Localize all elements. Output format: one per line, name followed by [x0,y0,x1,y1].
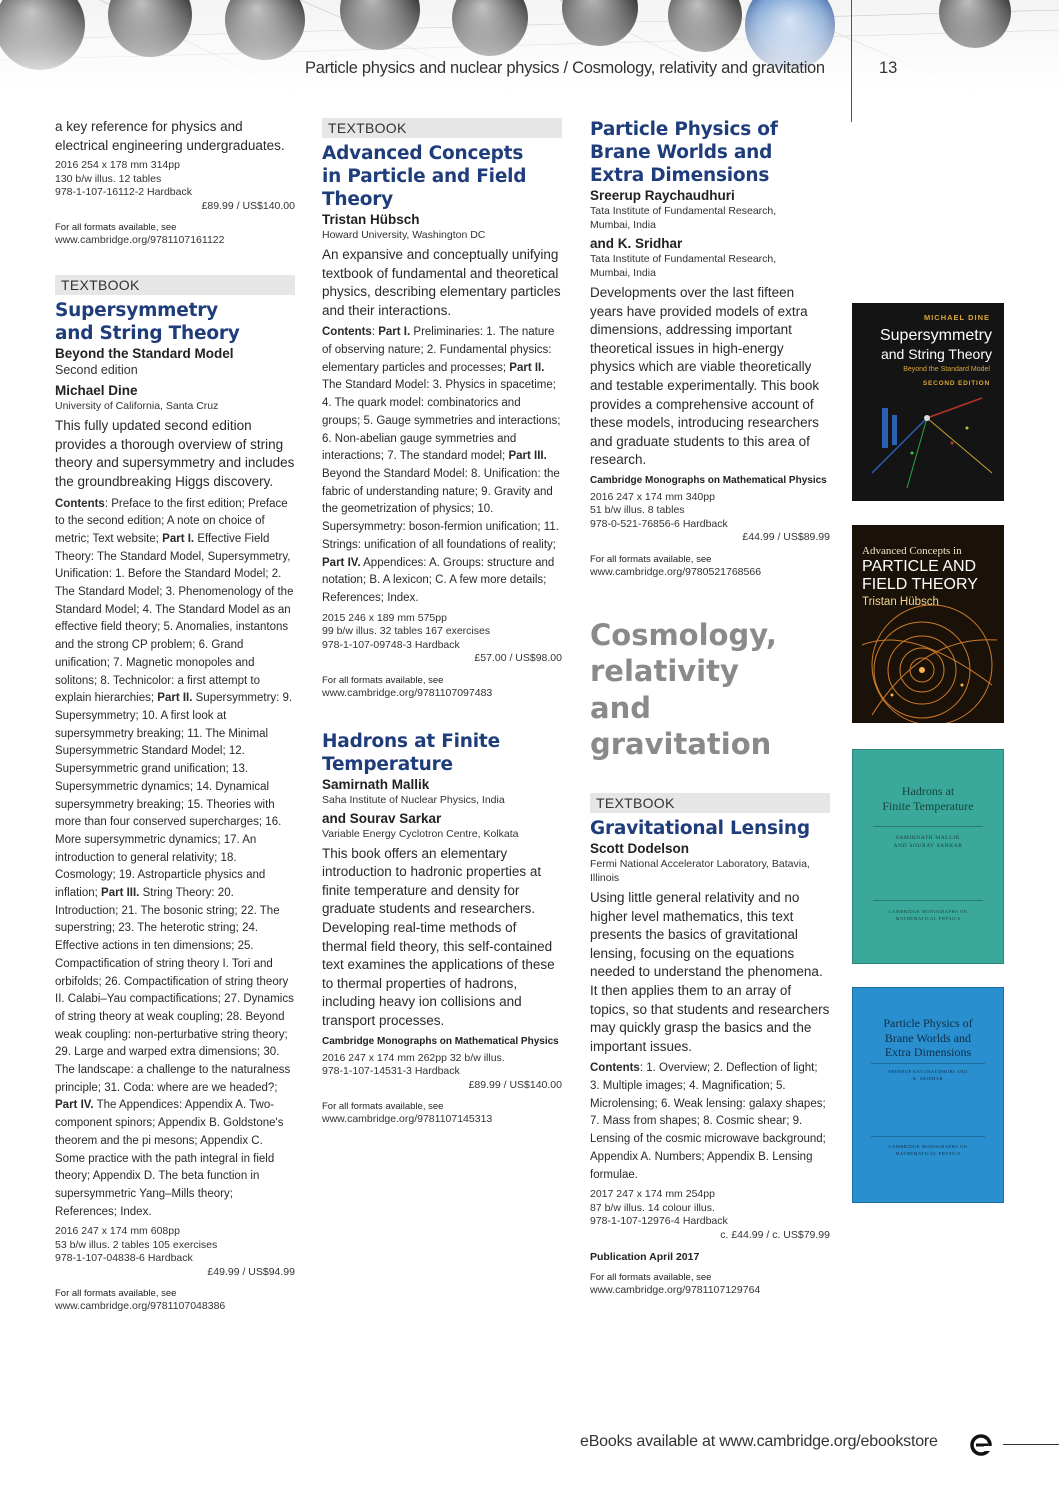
book-author: Michael Dine [55,383,138,399]
book-price: £89.99 / US$140.00 [468,1078,562,1091]
author-affiliation: University of California, Santa Cruz [55,400,219,413]
section-heading: Cosmology, relativity and gravitation [590,617,777,762]
column-3 [590,118,830,1297]
book-description: An expansive and conceptually unifying textbook of fundamental and theoretical physics, describing elementary particles and their interactions. [322,247,561,318]
book-meta: 2016 247 x 174 mm 340pp 51 b/w illus. 8 tables 978-0-521-76856-6 Hardback [590,490,728,530]
book-price: £57.00 / US$98.00 [474,652,562,665]
cover-title: PARTICLE AND FIELD THEORY [862,558,978,593]
book-series: Cambridge Monographs on Mathematical Physics [322,1035,559,1047]
book-meta: 2016 247 x 174 mm 262pp 32 b/w illus. 978-1-107-14531-3 Hardback [322,1051,505,1078]
continuation-price: £89.99 / US$140.00 [201,199,295,212]
formats-note: For all formats available, see [55,222,177,234]
book-author: Sreerup Raychaudhuri [590,188,735,203]
publication-date: Publication April 2017 [590,1251,700,1264]
cover-rule [871,1136,985,1137]
book-link[interactable]: www.cambridge.org/9781107145313 [322,1113,493,1126]
author-affiliation: Howard University, Washington DC [322,229,486,241]
book-link[interactable]: www.cambridge.org/9781107129764 [590,1284,761,1297]
book-link[interactable]: www.cambridge.org/9780521768566 [590,565,762,578]
cover-hadrons [852,749,1004,964]
book-title: Supersymmetry and String Theory [55,300,240,345]
ebook-icon [970,1434,992,1456]
formats-note: For all formats available, see [590,1272,712,1284]
cover-authors: SREERUP RAYCHAUDHURI AND K. SRIDHAR [888,1069,968,1081]
footer-text: eBooks available at www.cambridge.org/ebookstore [580,1433,938,1450]
book-contents: Contents: Preface to the first edition; Preface to the second edition; A note on choice of metric; Text website; Part I. Effective Field Theory: The Standard Model, Supersymmetry, Unification: 1. Before the Standard Model; 2. The Standard Model; 3. Phenomenology of the Standard Model; 4. The Standard Model as an effective field theory; 5. Anomalies, instantons and the strong CP problem; 6. Grand unification; 7. Magnetic monopoles and solitons; 8. Technicolor: a first attempt to explain hierarchies; Part II. Supersymmetry: 9. Supersymmetry; 10. A first look at supersymmetry breaking; 11. The Minimal Supersymmetric Standard Model; 12. Supersymmetric grand unification; 13. Supersymmetric dynamics; 14. Dynamical supersymmetry breaking; 15. Theories with more than four conserved supercharges; 16. More supersymmetric dynamics; 17. An introduction to general relativity; 18. Cosmology; 19. Astroparticle physics and inflation; Part III. String Theory: 20. Introduction; 21. The bosonic string; 22. The superstring; 23. The heterotic string; 24. Effective actions in ten dimensions; 25. Compactification of string theory I. Tori and orbifolds; 26. Compactification of string theory II. Calabi–Yau compactifications; 27. Dynamics of string theory at weak coupling; 28. Beyond weak coupling: non-perturbative string theory; 29. Large and warped extra dimensions; 30. The landscape: a challenge to the naturalness principle; 31. Coda: where are we headed?; Part IV. The Appendices: Appendix A. Two-component spinors; Appendix B. Goldstone's theorem and the pi mesons; Appendix C. Some practice with the path integral in field theory; Appendix D. The beta function in supersymmetric Yang–Mills theory; References; Index. [55,497,294,1218]
book-meta: 2017 247 x 174 mm 254pp 87 b/w illus. 14 colour illus. 978-1-107-12976-4 Hardback [590,1188,728,1228]
header-divider [851,0,852,122]
cover-author: MICHAEL DINE [923,313,990,322]
book-subtitle: Beyond the Standard Model [55,346,234,362]
book-title: Hadrons at Finite Temperature [322,730,500,775]
header-banner [0,0,1059,95]
book-author: Samirnath Mallik [322,776,430,792]
author-affiliation: Variable Energy Cyclotron Centre, Kolkata [322,827,519,840]
textbook-tag: TEXTBOOK [590,793,830,813]
book-link[interactable]: www.cambridge.org/9781107048386 [55,1300,226,1313]
book-contents: Contents: 1. Overview; 2. Deflection of light; 3. Multiple images; 4. Magnification; 5. Microlensing; 6. Weak lensing: galaxy shapes; 7. Mass from shapes; 8. Cosmic shear; 9. Lensing of the cosmic microwave background; Appendix A. Numbers; Appendix B. Lensing formulae. [590,1062,826,1181]
continuation-meta: 2016 254 x 178 mm 314pp 130 b/w illus. 12 tables 978-1-107-16112-2 Hardback [55,159,192,199]
formats-note: For all formats available, see [590,553,712,565]
book-description: This book offers an elementary introduction to hadronic properties at finite temperature and density for graduate students and researchers. Developing real-time methods of thermal field theory, this self-contained text examines the applications of these to thermal properties of hadrons, including heavy ion collisions and transport processes. [322,845,555,1028]
cover-subtitle: Beyond the Standard Model [903,366,990,373]
column-1 [55,118,295,1313]
book-price: £44.99 / US$89.99 [742,531,830,544]
book-contents: Contents: Part I. Preliminaries: 1. The nature of observing nature; 2. Fundamental physics: elementary particles and processes; Part II. The Standard Model: 3. Physics in spacetime; 4. The quark model: combinatorics and groups; 5. Gauge symmetries and interactions; 6. Non-abelian gauge symmetries and interactions; 7. The standard model; Part III. Beyond the Standard Model: 8. Unification: the fabric of understanding nature; 9. Gravity and the geometrization of physics; 10. Supersymmetry: boson-fermion unification; 11. Strings: unification of all foundations of reality; Part IV. Appendices: A. Groups: structure and notation; B. A lexicon; C. A few more details; References; Index. [322,326,561,604]
cover-title: Hadrons at Finite Temperature [882,784,974,813]
book-price: £49.99 / US$94.99 [207,1265,295,1278]
author-affiliation: Fermi National Accelerator Laboratory, Batavia, Illinois [590,857,810,884]
header-decoration [0,0,1059,95]
formats-note: For all formats available, see [322,674,444,686]
cover-rule [871,1063,985,1064]
cover-rule [873,826,983,827]
page-number: 13 [879,59,898,77]
book-title: Particle Physics of Brane Worlds and Extra Dimensions [590,119,778,186]
cover-rule [873,900,983,901]
book-title: Advanced Concepts in Particle and Field Theory [322,143,527,210]
author-affiliation: Saha Institute of Nuclear Physics, India [322,793,505,806]
cover-title-top: Advanced Concepts in [862,545,962,557]
book-title: Gravitational Lensing [590,817,810,839]
book-series: Cambridge Monographs on Mathematical Physics [590,474,827,486]
column-2 [322,118,562,1126]
book-author: Tristan Hübsch [322,212,420,227]
book-description: Developments over the last fifteen years have provided models of extra dimensions, addressing important theoretical issues in high-energy physics which are viable theoretically and testable experimentally. This book provides a comprehensive account of these models, introducing researchers and graduate students to this area of research. [590,285,820,468]
cover-advanced-concepts [852,525,1004,723]
continuation-text: a key reference for physics and electrical engineering undergraduates. [55,119,285,153]
book-description: This fully updated second edition provides a thorough overview of string theory and supersymmetry and includes the groundbreaking Higgs discovery. [55,418,295,489]
book-edition: Second edition [55,363,138,378]
cover-author: Tristan Hübsch [862,596,939,608]
formats-note: For all formats available, see [322,1101,444,1113]
author-affiliation: Tata Institute of Fundamental Research, Mumbai, India [590,205,777,231]
author-affiliation: Tata Institute of Fundamental Research, Mumbai, India [590,253,777,279]
cover-title: Particle Physics of Brane Worlds and Extra Dimensions [883,1016,973,1059]
formats-note: For all formats available, see [55,1288,177,1300]
cover-edition: SECOND EDITION [922,380,990,387]
cover-series: CAMBRIDGE MONOGRAPHS ON MATHEMATICAL PHYSICS [888,909,968,921]
cover-series: CAMBRIDGE MONOGRAPHS ON MATHEMATICAL PHYSICS [888,1144,968,1156]
cover-authors: SAMIRNATH MALLIK AND SOURAV SARKAR [893,835,963,849]
book-link[interactable]: www.cambridge.org/9781107097483 [322,686,493,699]
book-author: Scott Dodelson [590,840,690,856]
book-description: Using little general relativity and no higher level mathematics, this text presents the basics of gravitational lensing, focusing on the equations needed to understand the phenomena. It then applies them to an array of topics, so that students and researchers may quickly grasp the basics and the important issues. [590,889,830,1054]
book-author: and K. Sridhar [590,236,683,251]
running-title: Particle physics and nuclear physics / Cosmology, relativity and gravitation [305,59,825,77]
book-meta: 2015 246 x 189 mm 575pp 99 b/w illus. 32 tables 167 exercises 978-1-107-09748-3 Hardback [322,611,491,651]
textbook-tag: TEXTBOOK [322,118,562,138]
textbook-tag: TEXTBOOK [55,275,295,295]
book-price: c. £44.99 / c. US$79.99 [720,1228,830,1241]
cover-title: Supersymmetry and String Theory [879,327,992,362]
cover-brane-worlds [852,987,1004,1203]
cover-supersymmetry [852,303,1004,501]
book-meta: 2016 247 x 174 mm 608pp 53 b/w illus. 2 tables 105 exercises 978-1-107-04838-6 Hardback [55,1225,218,1265]
book-link[interactable]: www.cambridge.org/9781107161122 [55,234,225,247]
book-author: and Sourav Sarkar [322,810,442,826]
footer-rule [1003,1444,1059,1445]
